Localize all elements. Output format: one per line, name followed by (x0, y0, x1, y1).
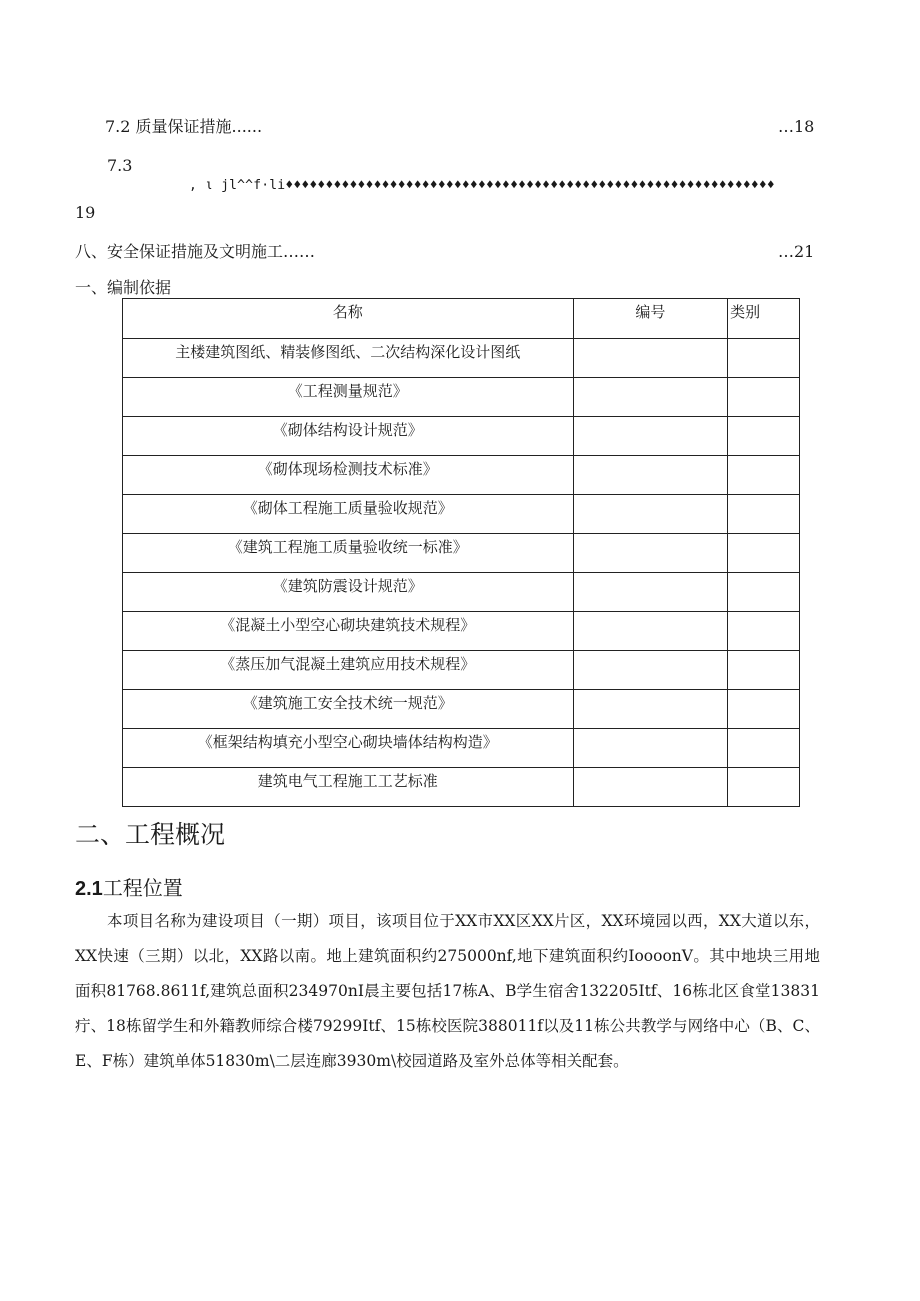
table-row (123, 573, 800, 612)
project-location-paragraph: 本项目名称为建设项目（一期）项目，该项目位于XX市XX区XX片区，XX环境园以西，XX大道以东，XX快速（三期）以北，XX路以南。地上建筑面积约275000nf,地下建筑面积约IoooonV。其中地块三用地面积81768.8611f,建筑总面积234970nI晨主要包括17栋A、B学生宿舍132205Itf、16栋北区食堂13831疔、18栋留学生和外籍教师综合楼79299Itf、15栋校医院388011f以及11栋公共教学与网络中心（B、C、E、F栋）建筑单体51830m\二层连廊3930m\校园道路及室外总体等相关配套。 (75, 912, 820, 1070)
subsection-number: 2.1 (75, 878, 103, 900)
table-row (123, 690, 800, 729)
row-number (573, 573, 728, 612)
section-2-title: 二、工程概况 (75, 820, 226, 849)
row-name: 《砌体结构设计规范》 (123, 417, 574, 456)
row-category (728, 690, 800, 729)
row-number (573, 417, 728, 456)
table-row (123, 417, 800, 456)
row-category (728, 495, 800, 534)
toc-item-7-2-label: 7.2 质量保证措施...... (105, 117, 263, 136)
table-row (123, 651, 800, 690)
table-row (123, 534, 800, 573)
toc-item-7-3-text: , ι jl^^f·li♦♦♦♦♦♦♦♦♦♦♦♦♦♦♦♦♦♦♦♦♦♦♦♦♦♦♦♦♦♦♦♦♦♦♦♦♦♦♦♦♦♦♦♦♦♦♦♦♦♦♦♦♦♦♦♦♦♦♦♦♦ (189, 178, 775, 193)
row-category (728, 651, 800, 690)
row-number (573, 456, 728, 495)
row-name: 《蒸压加气混凝土建筑应用技术规程》 (123, 651, 574, 690)
row-category (728, 339, 800, 378)
subsection-title: 工程位置 (102, 876, 183, 900)
row-number (573, 729, 728, 768)
section-1-title: 一、编制依据 (75, 278, 172, 297)
table-row (123, 378, 800, 417)
row-name: 主楼建筑图纸、精装修图纸、二次结构深化设计图纸 (123, 339, 574, 378)
row-name: 《建筑施工安全技术统一规范》 (123, 690, 574, 729)
reference-table (122, 298, 800, 807)
row-name: 《砌体工程施工质量验收规范》 (123, 495, 574, 534)
row-number (573, 339, 728, 378)
row-name: 《工程测量规范》 (123, 378, 574, 417)
header-number: 编号 (573, 299, 728, 339)
table-row (123, 456, 800, 495)
row-number (573, 378, 728, 417)
row-number (573, 612, 728, 651)
row-category (728, 729, 800, 768)
table-row (123, 339, 800, 378)
row-number (573, 651, 728, 690)
row-number (573, 534, 728, 573)
row-name: 《框架结构填充小型空心砌块墙体结构构造》 (123, 729, 574, 768)
toc-item-8-label: 八、安全保证措施及文明施工…… (75, 242, 316, 261)
subsection-2-1-heading (75, 872, 183, 901)
row-category (728, 612, 800, 651)
table-row (123, 495, 800, 534)
row-category (728, 573, 800, 612)
toc-item-8-page: …21 (778, 242, 815, 261)
row-category (728, 768, 800, 807)
row-number (573, 768, 728, 807)
row-name: 《混凝土小型空心砌块建筑技术规程》 (123, 612, 574, 651)
row-name: 《砌体现场检测技术标准》 (123, 456, 574, 495)
header-name: 名称 (123, 299, 574, 339)
row-category (728, 417, 800, 456)
row-category (728, 456, 800, 495)
row-number (573, 690, 728, 729)
table-row (123, 768, 800, 807)
row-name: 《建筑工程施工质量验收统一标准》 (123, 534, 574, 573)
table-header-row (123, 299, 800, 339)
toc-item-7-2-page: …18 (778, 117, 815, 136)
row-category (728, 534, 800, 573)
table-row (123, 729, 800, 768)
header-category: 类别 (728, 299, 800, 339)
toc-item-7-3-number: 7.3 (107, 156, 133, 175)
row-category (728, 378, 800, 417)
row-name: 建筑电气工程施工工艺标准 (123, 768, 574, 807)
row-number (573, 495, 728, 534)
table-row (123, 612, 800, 651)
toc-item-7-3-page: 19 (75, 203, 96, 222)
row-name: 《建筑防震设计规范》 (123, 573, 574, 612)
